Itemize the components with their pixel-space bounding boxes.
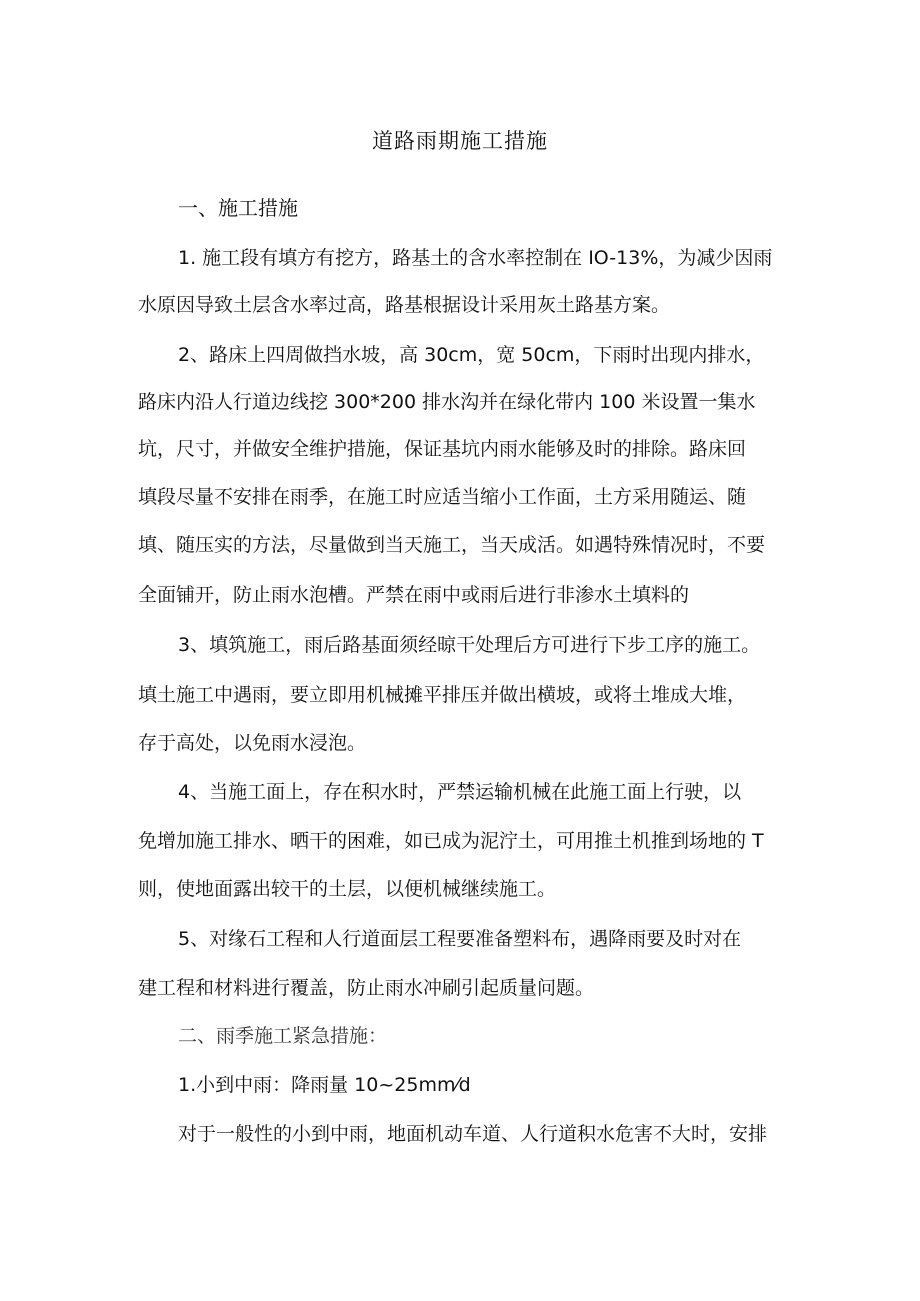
section-heading-construction-measures: 一、施工措施 (178, 196, 298, 220)
item2-line-2: 路床内沿人行道边线挖 300*200 排水沟并在绿化带内 100 米设置一集水 (138, 391, 756, 413)
item5-line-2: 建工程和材料进行覆盖，防止雨水冲刷引起质量问题。 (138, 977, 595, 999)
document-title: 道路雨期施工措施 (372, 129, 548, 153)
item2-line-5: 填、随压实的方法，尽量做到当天施工，当天成活。如遇特殊情况时，不要 (138, 534, 766, 556)
sub1-line-1: 对于一般性的小到中雨，地面机动车道、人行道积水危害不大时，安排 (178, 1123, 768, 1145)
item1-line-1: 1. 施工段有填方有挖方，路基土的含水率控制在 IO-13%，为减少因雨 (178, 247, 773, 269)
subheading-light-moderate-rain: 1.小到中雨：降雨量 10~25mm⁄d (178, 1074, 471, 1096)
item2-line-6: 全面铺开，防止雨水泡槽。严禁在雨中或雨后进行非渗水土填料的 (138, 584, 690, 606)
item3-line-2: 填土施工中遇雨，要立即用机械摊平排压并做出横坡，或将土堆成大堆， (138, 684, 747, 706)
item5-line-1: 5、对缘石工程和人行道面层工程要准备塑料布，遇降雨要及时对在 (178, 928, 742, 950)
item3-line-3: 存于高处，以免雨水浸泡。 (138, 732, 367, 754)
item3-line-1: 3、填筑施工，雨后路基面须经晾干处理后方可进行下步工序的施工。 (178, 634, 761, 656)
section-heading-emergency-measures: 二、雨季施工紧急措施： (178, 1025, 388, 1047)
item4-line-2: 免增加施工排水、晒干的困难，如已成为泥泞土，可用推土机推到场地的 T (138, 830, 764, 852)
item2-line-3: 坑，尺寸，并做安全维护措施，保证基坑内雨水能够及时的排除。路床回 (138, 438, 747, 460)
item2-line-1: 2、路床上四周做挡水坡，高 30cm，宽 50cm，下雨时出现内排水， (178, 344, 765, 366)
item1-line-2: 水原因导致土层含水率过高，路基根据设计采用灰土路基方案。 (138, 294, 671, 316)
item4-line-3: 则，使地面露出较干的土层，以便机械继续施工。 (138, 878, 557, 900)
item4-line-1: 4、当施工面上，存在积水时，严禁运输机械在此施工面上行驶，以 (178, 781, 742, 803)
item2-line-4: 填段尽量不安排在雨季，在施工时应适当缩小工作面，土方采用随运、随 (138, 486, 747, 508)
